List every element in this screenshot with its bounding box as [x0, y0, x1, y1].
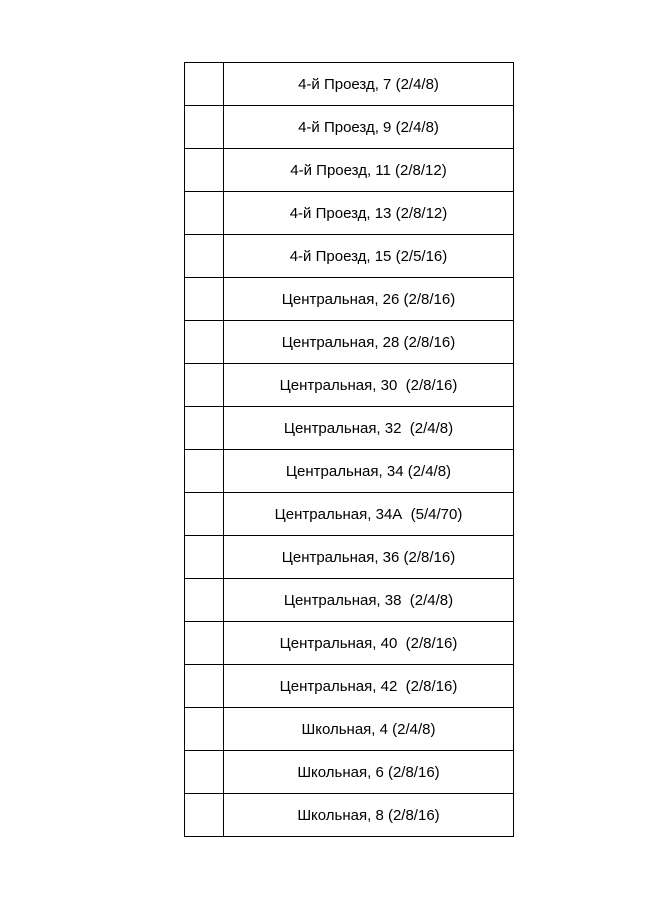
row-number-cell [185, 450, 224, 493]
address-table-body [185, 63, 514, 837]
table-row [185, 751, 514, 794]
row-number-cell [185, 321, 224, 364]
row-number-cell [185, 106, 224, 149]
address-cell: Центральная, 26 (2/8/16) [224, 278, 514, 321]
row-number-cell [185, 622, 224, 665]
address-cell: 4-й Проезд, 7 (2/4/8) [224, 63, 514, 106]
address-cell: Школьная, 8 (2/8/16) [224, 794, 514, 837]
row-number-cell [185, 794, 224, 837]
address-cell: Центральная, 38 (2/4/8) [224, 579, 514, 622]
table-row [185, 321, 514, 364]
address-cell: Центральная, 36 (2/8/16) [224, 536, 514, 579]
address-cell: Центральная, 34 (2/4/8) [224, 450, 514, 493]
table-row [185, 63, 514, 106]
row-number-cell [185, 407, 224, 450]
table-row [185, 235, 514, 278]
row-number-cell [185, 579, 224, 622]
table-row [185, 665, 514, 708]
row-number-cell [185, 192, 224, 235]
address-cell: Центральная, 28 (2/8/16) [224, 321, 514, 364]
address-cell: Школьная, 6 (2/8/16) [224, 751, 514, 794]
address-cell: Школьная, 4 (2/4/8) [224, 708, 514, 751]
address-cell: 4-й Проезд, 9 (2/4/8) [224, 106, 514, 149]
table-row [185, 622, 514, 665]
address-cell: Центральная, 34А (5/4/70) [224, 493, 514, 536]
table-row [185, 708, 514, 751]
row-number-cell [185, 149, 224, 192]
row-number-cell [185, 708, 224, 751]
address-cell: 4-й Проезд, 15 (2/5/16) [224, 235, 514, 278]
table-row [185, 493, 514, 536]
row-number-cell [185, 665, 224, 708]
address-cell: Центральная, 30 (2/8/16) [224, 364, 514, 407]
row-number-cell [185, 536, 224, 579]
row-number-cell [185, 493, 224, 536]
table-row [185, 794, 514, 837]
address-cell: Центральная, 32 (2/4/8) [224, 407, 514, 450]
address-cell: Центральная, 40 (2/8/16) [224, 622, 514, 665]
table-row [185, 536, 514, 579]
table-row [185, 192, 514, 235]
address-cell: 4-й Проезд, 11 (2/8/12) [224, 149, 514, 192]
address-table [184, 62, 514, 837]
row-number-cell [185, 278, 224, 321]
table-row [185, 278, 514, 321]
row-number-cell [185, 63, 224, 106]
address-cell: 4-й Проезд, 13 (2/8/12) [224, 192, 514, 235]
table-row [185, 149, 514, 192]
table-row [185, 407, 514, 450]
row-number-cell [185, 364, 224, 407]
table-row [185, 579, 514, 622]
row-number-cell [185, 235, 224, 278]
row-number-cell [185, 751, 224, 794]
table-row [185, 364, 514, 407]
address-cell: Центральная, 42 (2/8/16) [224, 665, 514, 708]
table-row [185, 106, 514, 149]
table-row [185, 450, 514, 493]
